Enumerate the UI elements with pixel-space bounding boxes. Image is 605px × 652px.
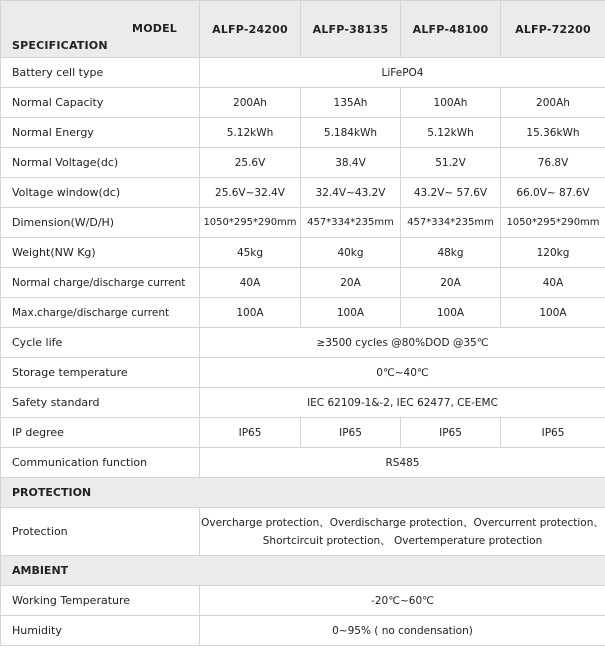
cell-value: 1050*295*290mm — [200, 208, 301, 238]
cell-value: 100A — [401, 298, 501, 328]
model-header: ALFP-38135 — [301, 1, 401, 58]
cell-value: IP65 — [301, 418, 401, 448]
cell-value: IP65 — [401, 418, 501, 448]
cell-value: 100A — [501, 298, 605, 328]
row-label: Max.charge/discharge current — [1, 298, 200, 328]
cell-value: 20A — [401, 268, 501, 298]
cell-value: 5.184kWh — [301, 118, 401, 148]
table-row — [1, 298, 605, 328]
cell-value: 15.36kWh — [501, 118, 605, 148]
table-row — [1, 586, 605, 616]
row-label: Weight(NW Kg) — [1, 238, 200, 268]
row-label: Voltage window(dc) — [1, 178, 200, 208]
section-title: PROTECTION — [1, 478, 605, 508]
row-value: RS485 — [200, 448, 605, 478]
row-label: Humidity — [1, 616, 200, 646]
cell-value: 100Ah — [401, 88, 501, 118]
cell-value: 120kg — [501, 238, 605, 268]
row-label: Normal Capacity — [1, 88, 200, 118]
row-label: Cycle life — [1, 328, 200, 358]
table-row — [1, 208, 605, 238]
cell-value: 5.12kWh — [200, 118, 301, 148]
cell-value: 457*334*235mm — [401, 208, 501, 238]
table-row — [1, 418, 605, 448]
row-value: ≥3500 cycles @80%DOD @35℃ — [200, 328, 605, 358]
model-label: MODEL — [132, 22, 177, 35]
cell-value: 51.2V — [401, 148, 501, 178]
row-label: Safety standard — [1, 388, 200, 418]
row-label: IP degree — [1, 418, 200, 448]
row-label: Dimension(W/D/H) — [1, 208, 200, 238]
table-row — [1, 448, 605, 478]
cell-value: 48kg — [401, 238, 501, 268]
row-value: 0℃~40℃ — [200, 358, 605, 388]
cell-value: 1050*295*290mm — [501, 208, 605, 238]
model-header: ALFP-72200 — [501, 1, 605, 58]
cell-value: 100A — [301, 298, 401, 328]
cell-value: 43.2V~ 57.6V — [401, 178, 501, 208]
protection-line: Overcharge protection、Overdischarge protection、Overcurrent protection、 — [201, 516, 604, 529]
row-label: Normal Energy — [1, 118, 200, 148]
cell-value: 25.6V — [200, 148, 301, 178]
table-row — [1, 58, 605, 88]
cell-value: 40A — [501, 268, 605, 298]
row-label: Communication function — [1, 448, 200, 478]
table-row — [1, 616, 605, 646]
row-label: Normal Voltage(dc) — [1, 148, 200, 178]
protection-value — [200, 508, 605, 556]
cell-value: 135Ah — [301, 88, 401, 118]
cell-value: IP65 — [501, 418, 605, 448]
table-row — [1, 118, 605, 148]
row-label: Protection — [1, 508, 200, 556]
cell-value: 40kg — [301, 238, 401, 268]
specification-label: SPECIFICATION — [12, 39, 108, 52]
cell-value: 45kg — [200, 238, 301, 268]
cell-value: 38.4V — [301, 148, 401, 178]
row-value: 0~95% ( no condensation) — [200, 616, 605, 646]
section-header-ambient — [1, 556, 605, 586]
table-row — [1, 508, 605, 556]
cell-value: 457*334*235mm — [301, 208, 401, 238]
model-header: ALFP-24200 — [200, 1, 301, 58]
cell-value: 20A — [301, 268, 401, 298]
cell-value: IP65 — [200, 418, 301, 448]
section-header-protection — [1, 478, 605, 508]
table-row — [1, 178, 605, 208]
table-row — [1, 358, 605, 388]
row-label: Working Temperature — [1, 586, 200, 616]
model-spec-corner — [1, 1, 200, 58]
protection-line: Shortcircuit protection、 Overtemperature protection — [262, 534, 543, 547]
cell-value: 5.12kWh — [401, 118, 501, 148]
row-label: Storage temperature — [1, 358, 200, 388]
cell-value: 66.0V~ 87.6V — [501, 178, 605, 208]
section-title: AMBIENT — [1, 556, 605, 586]
table-row — [1, 238, 605, 268]
model-header: ALFP-48100 — [401, 1, 501, 58]
row-label: Normal charge/discharge current — [1, 268, 200, 298]
cell-value: 200Ah — [501, 88, 605, 118]
cell-value: 25.6V~32.4V — [200, 178, 301, 208]
cell-value: 100A — [200, 298, 301, 328]
cell-value: 76.8V — [501, 148, 605, 178]
row-value: -20℃~60℃ — [200, 586, 605, 616]
row-value: IEC 62109-1&-2, IEC 62477, CE-EMC — [200, 388, 605, 418]
cell-value: 200Ah — [200, 88, 301, 118]
table-row — [1, 388, 605, 418]
cell-value: 32.4V~43.2V — [301, 178, 401, 208]
cell-value: 40A — [200, 268, 301, 298]
table-row — [1, 268, 605, 298]
row-label: Battery cell type — [1, 58, 200, 88]
header-row — [1, 1, 605, 58]
row-value: LiFePO4 — [200, 58, 605, 88]
table-row — [1, 88, 605, 118]
table-row — [1, 328, 605, 358]
table-row — [1, 148, 605, 178]
